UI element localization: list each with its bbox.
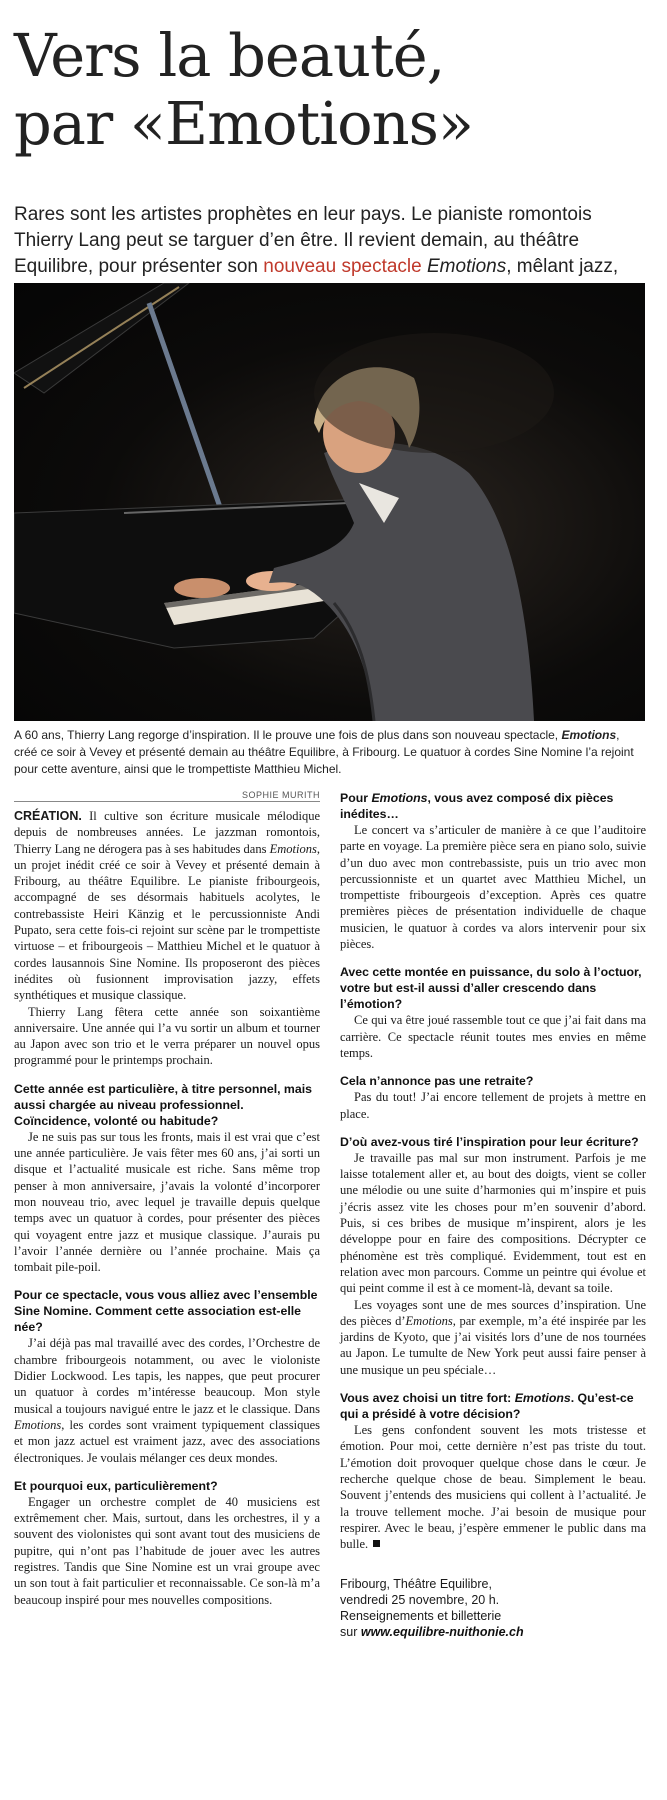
event-date: vendredi 25 novembre, 20 h. (340, 1593, 500, 1608)
answer-8-text: Les gens confondent souvent les mots tristesse et émotion. Pour moi, cette dernière n’est pas triste du tout. L’émotion doit provoquer quelque chose dans le cœur. Je recherche quelque chose de beau. Simplement le beau. Souvent j’entends des musiciens qui collent à l’actualité. Je la trouve tellement moche. J’ai besoin de musique pour respirer. Avec le beau, j’espère emmener le public dans ma bulle. (340, 1423, 646, 1552)
question-2: Pour ce spectacle, vous vous alliez avec l’ensemble Sine Nomine. Comment cette association est-elle née? (14, 1288, 318, 1335)
answer-7b-emphasis: Emotions (405, 1313, 453, 1328)
paragraph-anniversary: Thierry Lang fêtera cette année son soixantième anniversaire. Une année qui l’a vu sortir un album et tourner au Japon avec son trio et le verra préparer un nouvel opus programmé pour le printemps prochain. (14, 1004, 320, 1068)
answer-5: Ce qui va être joué rassemble tout ce que j’ai fait dans ma carrière. Ce spectacle réunit toutes mes envies en même temps. (340, 1013, 646, 1060)
lead-emphasis: Emotions (427, 256, 507, 277)
question-1: Cette année est particulière, à titre personnel, mais aussi chargée au niveau professionnel. Coïncidence, volonté ou habitude? (14, 1081, 312, 1128)
concert-photo (14, 283, 645, 721)
question-8-emphasis: Emotions (514, 1391, 571, 1406)
question-4-text: Pour (340, 791, 372, 805)
question-6: Cela n’annonce pas une retraite? (340, 1074, 534, 1089)
event-info (340, 1576, 646, 1640)
question-4 (340, 790, 646, 822)
caption-emphasis: Emotions (561, 728, 617, 742)
lead-text-end: , mêlant jazz, (506, 256, 619, 277)
event-venue: Fribourg, Théâtre Equilibre, (340, 1577, 492, 1592)
question-8-text: Vous avez choisi un titre fort: (340, 1391, 515, 1406)
answer-7-continued (340, 1297, 646, 1378)
article-column-2 (340, 790, 646, 1640)
article-column-1 (14, 808, 320, 1608)
intro-emphasis: Emotions (269, 841, 317, 856)
byline: SOPHIE MURITH (241, 790, 320, 800)
event-tickets: Renseignements et billetterie (340, 1609, 502, 1624)
question-5: Avec cette montée en puissance, du solo à l’octuor, votre but est-il aussi d’aller crescendo dans l’émotion? (340, 965, 642, 1012)
end-mark-icon (373, 1540, 380, 1547)
question-7: D’où avez-vous tiré l’inspiration pour leur écriture? (340, 1134, 639, 1149)
answer-7b-text: Les voyages sont une de mes sources d’inspiration. Une des pièces d’ (340, 1297, 646, 1328)
question-4-emphasis: Emotions (371, 791, 428, 805)
question-3: Et pourquoi eux, particulièrement? (14, 1478, 218, 1493)
answer-2-text: J’ai déjà pas mal travaillé avec des cordes, l’Orchestre de chambre fribourgeois notamment, ou avec le violoniste Didier Lockwood. Les tapis, les nappes, que peut procurer un quatuor à cordes m’intéresse beaucoup. Mon style musical a toujours navigué entre le jazz et le classique. Dans (14, 1336, 320, 1416)
intro-paragraph (14, 808, 320, 1004)
question-4-text-end: , vous avez composé dix pièces inédites… (340, 791, 614, 821)
ticketing-link[interactable]: www.equilibre-nuithonie.ch (360, 1625, 524, 1640)
answer-1: Je ne suis pas sur tous les fronts, mais il est vrai que c’est une année particulière. Je vais fêter mes 60 ans, j’ai sorti un disque et l’actualité musicale est riche. Sans même trop penser à mon anniversaire, j’avais la volonté d’incorporer mon nouveau trio, avec lequel je travaille depuis quelque temps avec un quatuor à cordes, pour présenter des pièces qui voyagent entre jazz et musique classique. J’aurais pu l’avoir l’année dernière ou l’année prochaine. Mais ça tombait pile-poil. (14, 1129, 320, 1275)
headline (14, 22, 654, 158)
lead-text: Rares sont les artistes prophètes en leur pays. Le pianiste romontois Thierry Lang peut se targuer d’en être. Il revient demain, au théâtre Equilibre, pour présenter son (14, 204, 592, 277)
kicker: CRÉATION. (14, 809, 82, 823)
answer-8 (340, 1422, 646, 1552)
headline-line-2: par «Emotions» (14, 89, 474, 158)
answer-3: Engager un orchestre complet de 40 musiciens est extrêmement cher. Mais, surtout, dans les orchestres, il y a souvent des violonistes qui sont avant tout des musiciens de pupitre, qui n’ont pas l’habitude de jouer avec les autres registres. Tandis que Sine Nomine est un vrai groupe avec un son tout à fait particulier et reconnaissable. Ce son-là m’a beaucoup inspiré pour mes nouvelles compositions. (14, 1494, 320, 1607)
answer-7: Je travaille pas mal sur mon instrument. Parfois je me laisse totalement aller et, au bout des doigts, vient se coller une mélodie ou une suite d’harmonies qui m’inspire et puis j’écris assez vite les choses pour m’en souvenir d’abord. Puis, si ces bribes de musique m’inspirent, alors je les développe pour en faire des compositions. Décrypter ce phénomène est très compliqué. Evidemment, tout est en relation avec mon parcours. Comme un peintre qui évolue et qui peint comme il est à ce moment-là, devant sa toile. (340, 1150, 646, 1296)
question-8 (340, 1390, 646, 1422)
caption-text-end: , créé ce soir à Vevey et présenté demain au théâtre Equilibre, à Fribourg. Le quatuor à cordes Sine Nomine l’a rejoint pour cette aventure, ainsi que le trompettiste Matthieu Michel. (14, 728, 634, 776)
caption-text: A 60 ans, Thierry Lang regorge d’inspiration. Il le prouve une fois de plus dans son nouveau spectacle, (14, 728, 562, 742)
answer-4: Le concert va s’articuler de manière à ce que l’auditoire parte en voyage. La première pièce sera en piano solo, suivie d’un duo avec mon contrebassiste, puis un trio avec mon percussionniste et un quartet avec Matthieu Michel, un trompettiste fribourgeois d’exception. Après ces quatre premières pièces de présentation individuelle de chaque musicien, le quatuor à cordes va alors intervenir pour six pièces. (340, 823, 646, 952)
photo-caption (14, 727, 645, 778)
answer-7b-text-end: , par exemple, m’a été inspirée par les jardins de Kyoto, que j’ai visités lors d’une de nos tournées au Japon. Le tumulte de New York peut aussi faire penser à une musique un peu spéciale… (340, 1313, 646, 1377)
lead-highlight: nouveau spectacle (263, 256, 422, 277)
headline-line-1: Vers la beauté, (14, 21, 445, 90)
intro-text-end: , un projet inédit créé ce soir à Vevey et présenté demain à Fribourg, au théâtre Equilibre. Le pianiste fribourgeois, accompagné de ses désormais habituels acolytes, le contrebassiste Heiri Känzig et le percussionniste Andi Pupato, sera cette fois-ci rejoint sur scène par le trompettiste virtuose – et fribourgeois – Matthieu Michel et le quatuor à cordes lausannois Sine Nomine. Ils proposeront des pièces inédites où fusionnent improvisation jazzy, effets synthétiques et musique classique. (14, 841, 320, 1003)
answer-2-emphasis: Emotions (14, 1417, 62, 1432)
question-8-text-end: . Qu’est-ce qui a présidé à votre décision? (340, 1391, 634, 1422)
answer-2-text-end: , les cordes sont vraiment typiquement classiques et mon jazz actuel est vraiment jazz, avec des associations électroniques. Je voulais mélanger ces deux mondes. (14, 1417, 320, 1465)
byline-rule (14, 801, 320, 802)
answer-6: Pas du tout! J’ai encore tellement de projets à mettre en place. (340, 1090, 646, 1121)
event-url-prefix: sur (340, 1625, 361, 1640)
intro-text: Il cultive son écriture musicale mélodique depuis de nombreuses années. Le jazzman romontois, Thierry Lang ne dérogera pas à ses habitudes dans (14, 809, 320, 856)
answer-2 (14, 1335, 320, 1465)
pianist-illustration (14, 283, 645, 721)
